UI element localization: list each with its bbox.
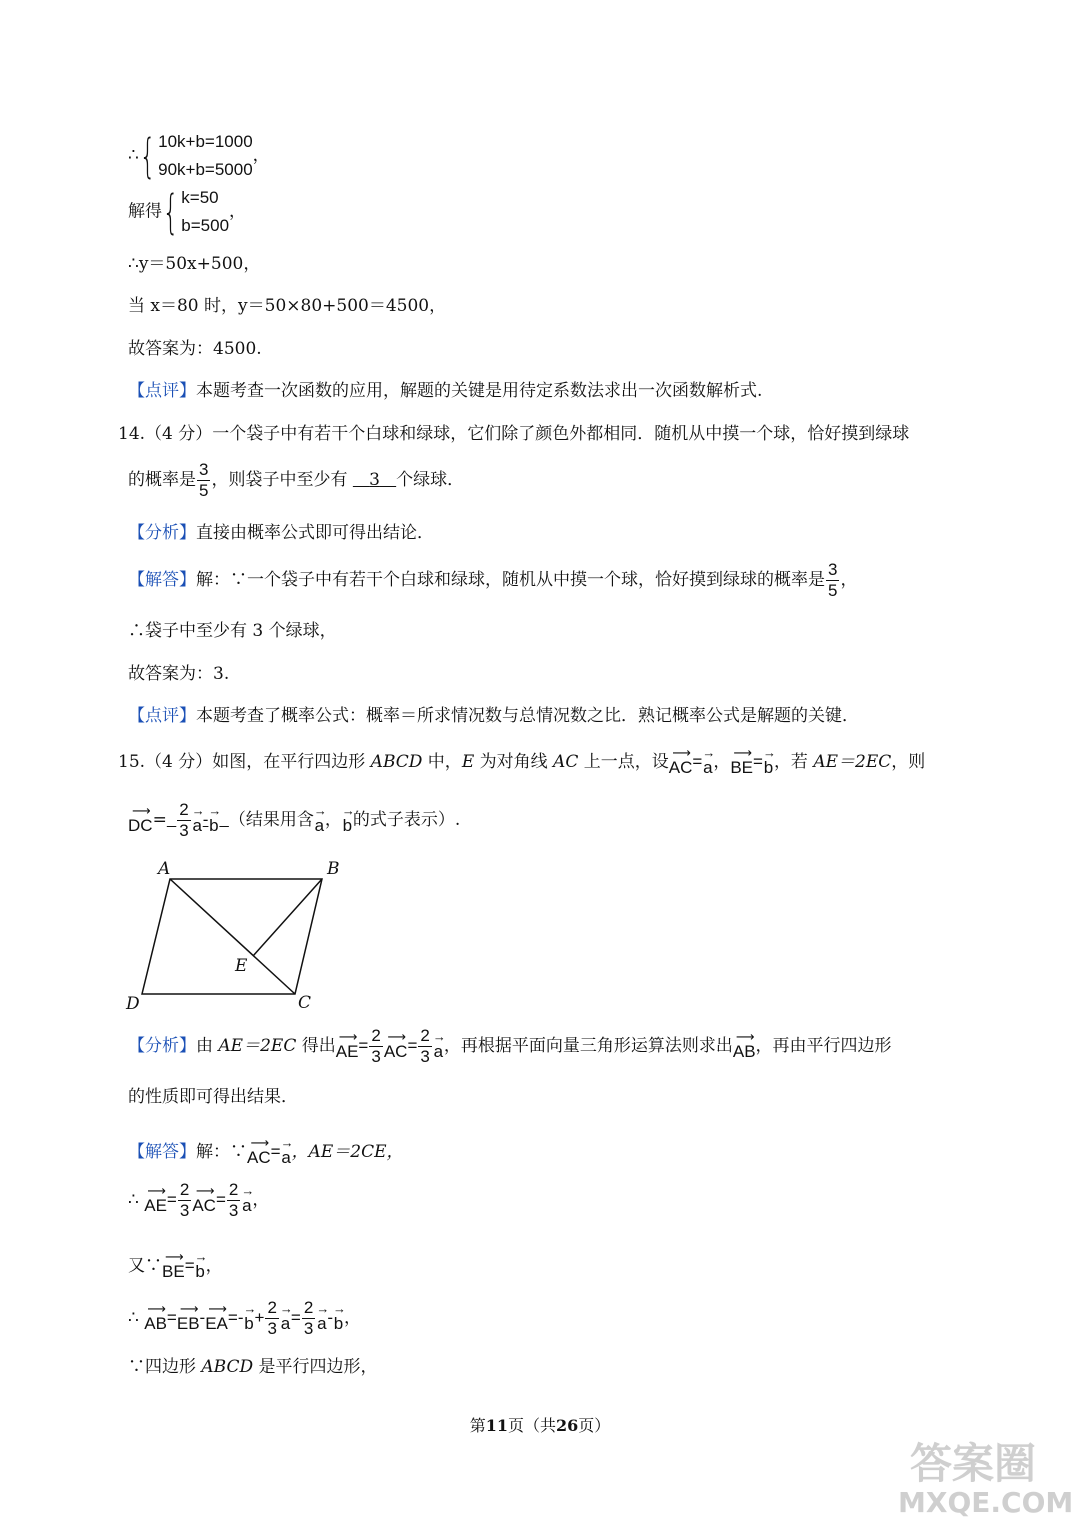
vector-label: AE	[335, 1041, 359, 1061]
solve-label: 解得	[128, 201, 162, 222]
equals: =	[290, 1308, 301, 1327]
plus: +	[254, 1308, 265, 1327]
text: 中，	[422, 752, 462, 772]
vector: → a	[191, 802, 203, 835]
fraction	[418, 1026, 431, 1067]
solution-text: 解：∵一个袋子中有若干个白球和绿球，随机从中摸一个球，恰好摸到绿球的概率是	[196, 570, 825, 590]
math-text: ABCD	[370, 752, 423, 772]
vector-label: a	[280, 1313, 291, 1333]
solution-tag: 【解答】	[128, 1142, 196, 1162]
minus: -	[199, 1308, 206, 1327]
vector-label: DC	[128, 815, 153, 835]
vector: → a	[280, 1134, 292, 1167]
numerator: 2	[371, 1026, 381, 1045]
comma: ，	[840, 570, 858, 590]
text: 页）	[578, 1416, 611, 1435]
fraction	[227, 1180, 240, 1221]
vector: → b	[341, 802, 353, 835]
vector-label: b	[209, 815, 219, 835]
answer-value: 3	[369, 470, 380, 490]
vector: ⟶ AC	[383, 1028, 408, 1061]
vector: → b	[243, 1300, 255, 1333]
analysis-line	[128, 1026, 892, 1067]
text: 又∵	[128, 1256, 162, 1276]
solution-line	[128, 560, 857, 601]
system-equations-1: ∴{ 10k+b=1000 90k+b=5000 ，	[128, 129, 270, 183]
answer-line: 故答案为：4500.	[128, 339, 262, 359]
analysis-line	[128, 522, 434, 544]
conclusion-line: ∴袋子中至少有 3 个绿球，	[128, 621, 337, 641]
vector-label: AC	[192, 1195, 216, 1215]
comma: ，	[344, 1308, 361, 1328]
equation: 90k+b=5000	[158, 160, 253, 179]
fraction	[265, 1298, 278, 1339]
therefore-symbol: ∴	[128, 1308, 139, 1328]
numerator: 2	[179, 1180, 190, 1199]
comment-tag: 【点评】	[128, 706, 196, 726]
question-15-line2	[128, 800, 460, 841]
text: 个绿球．	[396, 470, 465, 490]
page-number: 11	[485, 1416, 508, 1435]
answer-blank	[167, 800, 229, 841]
text: 得出	[296, 1036, 336, 1056]
vector-label: b	[333, 1313, 344, 1333]
diagonal-ac	[170, 879, 295, 994]
fraction	[197, 460, 210, 501]
answer-line: 故答案为：3.	[128, 664, 230, 684]
function-line: ∴y＝50x+500，	[128, 254, 261, 274]
vector: ⟶ AC	[668, 744, 693, 777]
question-15-line1	[118, 744, 925, 780]
comma: ，	[229, 201, 247, 222]
vector: → b	[762, 744, 774, 777]
denominator: 5	[828, 581, 838, 600]
vector-label: AE	[144, 1195, 167, 1215]
text: 为对角线	[474, 752, 554, 772]
vector-label: a	[703, 757, 713, 777]
vector: ⟶ BE	[162, 1248, 185, 1281]
label-a: A	[158, 859, 171, 879]
vector: ⟶ AB	[144, 1300, 167, 1333]
numerator: 2	[228, 1180, 239, 1199]
vector: → a	[702, 744, 714, 777]
equation: 10k+b=1000	[158, 132, 253, 151]
analysis-line-2: 的性质即可得出结果．	[128, 1087, 298, 1107]
fraction	[302, 1298, 315, 1339]
math-text: E	[461, 752, 475, 772]
text: 上一点，设	[578, 752, 669, 772]
minus: -	[327, 1308, 333, 1327]
numerator: 2	[267, 1298, 277, 1317]
comma: ，	[205, 1256, 223, 1276]
text: 的概率是	[128, 470, 196, 490]
vector-label: a	[242, 1195, 252, 1215]
watermark-logo	[890, 1440, 1080, 1527]
vector-label: a	[433, 1041, 444, 1061]
vector: → b	[194, 1248, 206, 1281]
derivation-ab	[128, 1298, 361, 1339]
vector: ⟶ BE	[730, 744, 753, 777]
vector-label: a	[317, 1313, 327, 1333]
vector-label: a	[192, 815, 202, 835]
equals: =	[152, 810, 167, 830]
page-footer	[0, 1413, 1080, 1436]
text: ，则袋子中至少有	[211, 470, 348, 490]
vector: → a	[313, 802, 325, 835]
text: 的式子表示）.	[352, 810, 461, 830]
denominator: 3	[179, 821, 189, 841]
equation: k=50	[181, 188, 219, 207]
vector-label: AC	[383, 1041, 408, 1061]
math-text: AE＝2EC	[218, 1036, 297, 1056]
label-e: E	[235, 956, 248, 976]
math-text: AC	[553, 752, 579, 772]
answer-blank	[353, 470, 396, 490]
denominator: 3	[267, 1319, 277, 1338]
vector: → a	[241, 1182, 253, 1215]
label-c: C	[298, 993, 312, 1013]
vector-label: BE	[162, 1261, 185, 1281]
math-text: ABCD	[201, 1357, 254, 1377]
vector: → a	[316, 1300, 328, 1333]
text: ，再由平行四边形	[755, 1036, 892, 1056]
text: ∵四边形	[128, 1357, 202, 1377]
analysis-tag: 【分析】	[128, 1036, 196, 1056]
numerator: 2	[303, 1298, 314, 1317]
numerator: 2	[420, 1026, 430, 1045]
total-pages: 26	[556, 1416, 579, 1435]
vector-label: b	[342, 815, 353, 835]
numerator: 2	[179, 800, 189, 820]
comma: ，	[252, 1190, 270, 1210]
vector-label: AB	[144, 1313, 167, 1333]
question-14-line2	[128, 460, 464, 501]
numerator: 3	[199, 460, 209, 479]
minus: -	[237, 1308, 244, 1327]
comment-text: 本题考查一次函数的应用，解题的关键是用待定系数法求出一次函数解析式.	[196, 381, 763, 401]
vector-label: AC	[247, 1147, 271, 1167]
equals: =	[184, 1256, 195, 1275]
text: ，若	[773, 752, 814, 772]
equals: =	[407, 1036, 418, 1055]
parallelogram-figure	[120, 852, 360, 1017]
denominator: 3	[303, 1319, 314, 1338]
text: 第	[469, 1416, 486, 1435]
therefore-symbol: ∴	[128, 1190, 139, 1210]
denominator: 3	[179, 1201, 190, 1220]
vector: ⟶ AE	[335, 1028, 359, 1061]
analysis-text: 直接由概率公式即可得出结论．	[196, 523, 434, 543]
equals: =	[753, 752, 763, 771]
vector: → b	[208, 802, 220, 835]
system-equations-2: 解得{ k=50 b=500 ，	[128, 185, 247, 239]
solution-line	[128, 1134, 403, 1170]
vector-label: AB	[732, 1041, 756, 1061]
equals: =	[166, 1308, 177, 1327]
minus: -	[202, 810, 209, 829]
vector-label: b	[763, 757, 774, 777]
text: ，再根据平面向量三角形运算法则求出	[443, 1036, 733, 1056]
text: 是平行四边形，	[253, 1357, 378, 1377]
watermark-url: MXQE.COM	[898, 1486, 1074, 1519]
denominator: 5	[199, 481, 209, 500]
denominator: 3	[371, 1047, 381, 1066]
vector: → a	[279, 1300, 291, 1333]
equals: =	[227, 1308, 238, 1327]
comment-tag: 【点评】	[128, 381, 196, 401]
vector-label: a	[314, 815, 325, 835]
vector-label: b	[244, 1313, 254, 1333]
vector: ⟶ DC	[128, 802, 153, 835]
equals: =	[215, 1190, 226, 1209]
text: 15.（4 分）如图，在平行四边形	[118, 752, 371, 772]
question-14-line1: 14.（4 分）一个袋子中有若干个白球和绿球，它们除了颜色外都相同．随机从中摸一个球，恰好摸到绿球	[118, 424, 910, 444]
vector: ⟶ AC	[192, 1182, 216, 1215]
text: ，则	[891, 752, 926, 772]
vector-label: EB	[176, 1313, 200, 1333]
vector: → a	[432, 1028, 444, 1061]
vector: ⟶ AE	[144, 1182, 167, 1215]
equals: =	[270, 1142, 281, 1161]
solution-tag: 【解答】	[128, 570, 196, 590]
comment-line	[128, 380, 762, 402]
vector-label: EA	[205, 1313, 228, 1333]
vector-label: BE	[730, 757, 753, 777]
vector: ⟶ EB	[176, 1300, 200, 1333]
fraction	[826, 560, 839, 601]
vector-label: AC	[668, 757, 693, 777]
equation: b=500	[181, 216, 230, 235]
comma: ，	[252, 145, 270, 166]
evaluation-line: 当 x＝80 时，y＝50×80+500＝4500，	[128, 296, 447, 316]
label-b: B	[327, 859, 340, 879]
label-d: D	[126, 994, 140, 1014]
text: （结果用含	[228, 810, 314, 830]
comma: ，	[324, 810, 342, 830]
comment-text: 本题考查了概率公式：概率＝所求情况数与总情况数之比．熟记概率公式是解题的关键．	[196, 706, 859, 726]
denominator: 3	[228, 1201, 239, 1220]
fraction	[178, 1180, 191, 1221]
parallelogram-statement	[128, 1356, 378, 1378]
analysis-tag: 【分析】	[128, 523, 196, 543]
derivation-ae	[128, 1180, 269, 1221]
vector: → b	[333, 1300, 344, 1333]
derivation-be	[128, 1248, 223, 1284]
comment-line	[128, 705, 859, 727]
equals: =	[358, 1036, 369, 1055]
equals: =	[692, 752, 703, 771]
fraction	[177, 800, 190, 841]
comma: ，	[713, 752, 731, 772]
text: ，AE＝2CE，	[291, 1142, 404, 1162]
math-text: AE＝2EC	[813, 752, 892, 772]
therefore-symbol: ∴	[128, 145, 139, 166]
watermark-text: 答案圈	[910, 1439, 1037, 1488]
vector: ⟶ EA	[205, 1300, 228, 1333]
vector-label: a	[281, 1147, 291, 1167]
text: 由	[196, 1036, 219, 1056]
numerator: 3	[828, 560, 838, 579]
segment-be	[253, 879, 322, 956]
vector: ⟶ AB	[732, 1028, 756, 1061]
text: 解：∵	[196, 1142, 247, 1162]
text: 页（共	[507, 1416, 556, 1435]
vector-label: b	[195, 1261, 205, 1281]
vector: ⟶ AC	[247, 1134, 271, 1167]
fraction	[369, 1026, 382, 1067]
denominator: 3	[420, 1047, 430, 1066]
equals: =	[166, 1190, 177, 1209]
